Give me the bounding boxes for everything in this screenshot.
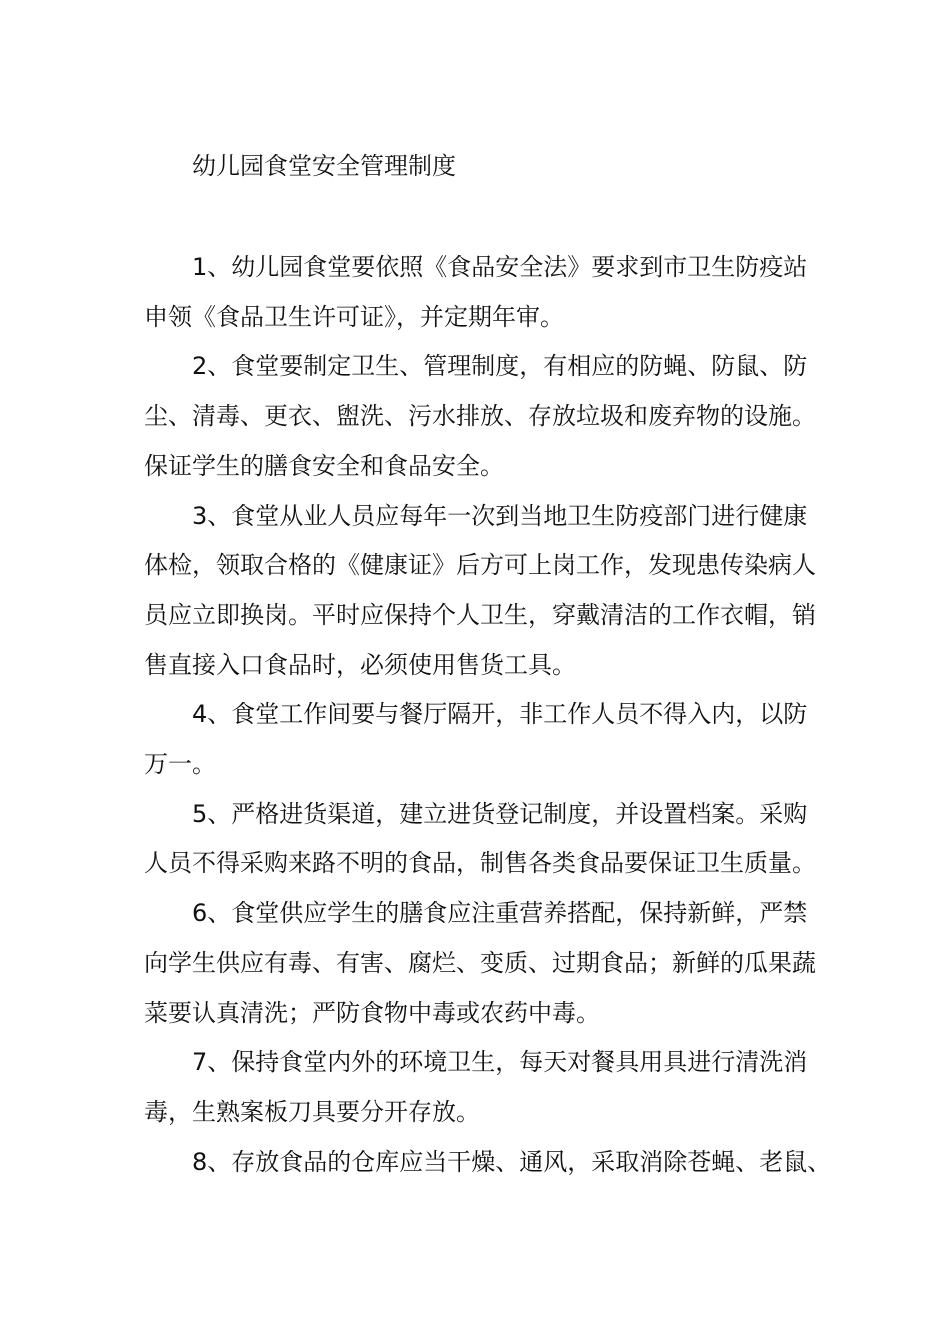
paragraph-8 [144,1138,832,1188]
paragraph-line: 4、食堂工作间要与餐厅隔开，非工作人员不得入内，以防 [192,700,808,729]
paragraph-line: 6、食堂供应学生的膳食应注重营养搭配，保持新鲜，严禁 [192,899,808,928]
paragraph-line: 售直接入口食品时，必须使用售货工具。 [144,650,576,679]
paragraph-line: 7、保持食堂内外的环境卫生，每天对餐具用具进行清洗消 [192,1048,808,1077]
paragraph-line: 2、食堂要制定卫生、管理制度，有相应的防蝇、防鼠、防 [192,352,808,381]
paragraph-line: 3、食堂从业人员应每年一次到当地卫生防疫部门进行健康 [192,501,808,530]
paragraph-3 [144,492,824,691]
paragraph-line: 毒，生熟案板刀具要分开存放。 [144,1097,480,1126]
paragraph-line: 员应立即换岗。平时应保持个人卫生，穿戴清洁的工作衣帽，销 [144,600,816,629]
paragraph-line: 5、严格进货渠道，建立进货登记制度，并设置档案。采购 [192,799,808,828]
paragraph-line: 申领《食品卫生许可证》，并定期年审。 [144,302,564,331]
paragraph-line: 向学生供应有毒、有害、腐烂、变质、过期食品；新鲜的瓜果蔬 [144,948,816,977]
paragraph-4 [144,690,824,789]
paragraph-2 [144,342,824,491]
paragraph-line: 尘、清毒、更衣、盥洗、污水排放、存放垃圾和废弃物的设施。 [144,402,816,431]
paragraph-line: 8、存放食品的仓库应当干燥、通风，采取消除苍蝇、老鼠、 [192,1147,832,1176]
paragraph-1 [144,243,824,342]
document-title: 幼儿园食堂安全管理制度 [192,152,456,180]
paragraph-line: 人员不得采购来路不明的食品，制售各类食品要保证卫生质量。 [144,849,816,878]
paragraph-7 [144,1038,824,1137]
paragraph-line: 体检，领取合格的《健康证》后方可上岗工作，发现患传染病人 [144,551,816,580]
paragraph-6 [144,889,824,1038]
paragraph-line: 菜要认真清洗；严防食物中毒或农药中毒。 [144,998,600,1027]
paragraph-line: 1、幼儿园食堂要依照《食品安全法》要求到市卫生防疫站 [192,253,808,281]
paragraph-line: 保证学生的膳食安全和食品安全。 [144,451,504,480]
paragraph-5 [144,790,824,889]
paragraph-line: 万一。 [144,750,216,779]
document-body [144,243,832,1187]
